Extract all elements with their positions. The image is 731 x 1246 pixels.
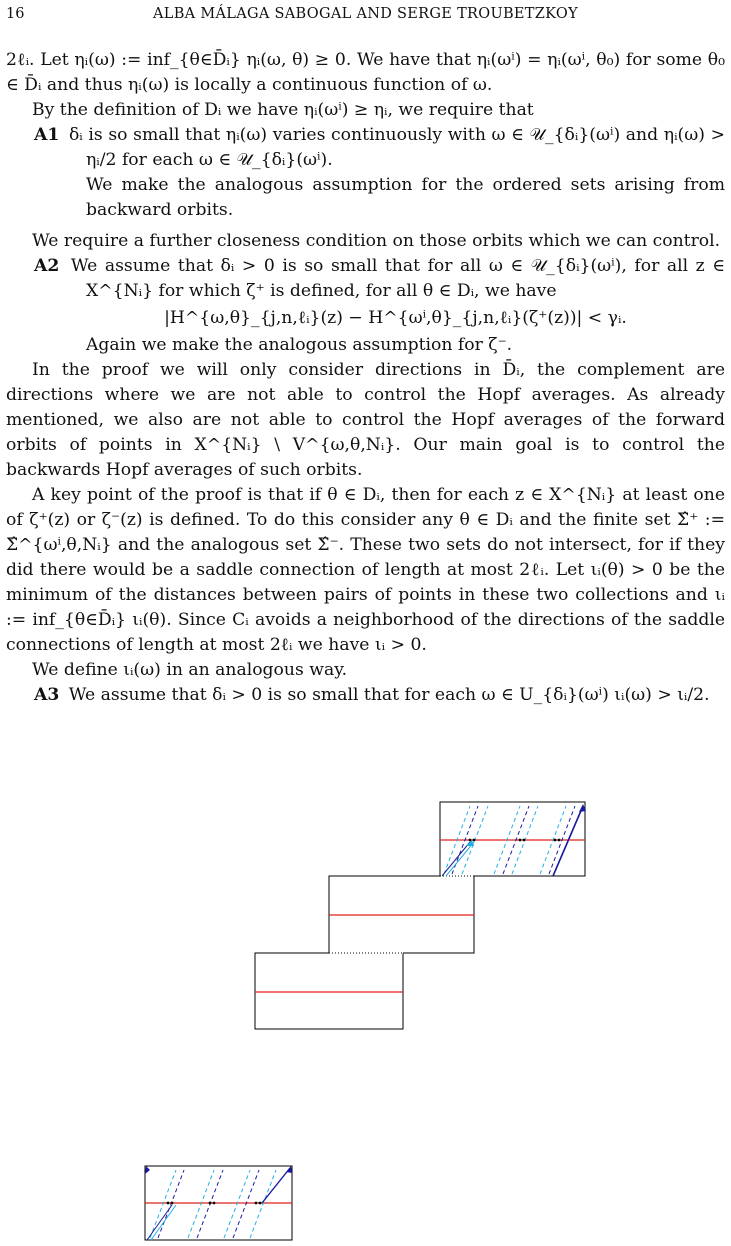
assumption-a2-continuation: Again we make the analogous assumption for ζ⁻. — [86, 335, 513, 355]
assumption-a1 — [34, 123, 725, 173]
figure-rect-lower-middle — [255, 953, 403, 1029]
assumption-a1-continuation: We make the analogous assumption for the ordered sets arising from backward orbits. — [86, 175, 725, 220]
page-number: 16 — [6, 6, 25, 22]
paragraph-directions: In the proof we will only consider directions in D̄ᵢ, the complement are directions where we are not able to control the Hopf averages. As already mentioned, we also are not able to control the Hopf averages of the forward orbits of points in X^{Nᵢ} \ V^{ω,θ,Nᵢ}. Our main goal is to control the backwards Hopf averages of such orbits. — [6, 360, 725, 480]
assumption-a2 — [34, 254, 725, 304]
paragraph-definition-di: By the definition of Dᵢ we have ηᵢ(ωⁱ) ≥ ηᵢ, we require that — [32, 100, 534, 120]
paragraph-iota-omega: We define ιᵢ(ω) in an analogous way. — [32, 660, 348, 680]
assumption-a3-label: A3 — [34, 685, 60, 705]
page-header — [6, 6, 725, 30]
paragraph-closeness: We require a further closeness condition on those orbits which we can control. — [32, 231, 721, 251]
assumption-a2-label: A2 — [34, 256, 60, 276]
display-equation-hopf: |H^{ω,θ}_{j,n,ℓᵢ}(z) − H^{ωⁱ,θ}_{j,n,ℓᵢ}(ζ⁺(z))| < γᵢ. — [164, 308, 627, 328]
assumption-a1-text: δᵢ is so small that ηᵢ(ω) varies continuously with ω ∈ 𝒰_{δᵢ}(ωⁱ) and ηᵢ(ω) > ηᵢ/2 for each ω ∈ 𝒰_{δᵢ}(ωⁱ). — [68, 125, 725, 170]
assumption-a3 — [34, 683, 725, 708]
running-head: ALBA MÁLAGA SABOGAL AND SERGE TROUBETZKOY — [153, 6, 578, 22]
page-body — [6, 48, 725, 708]
figure-singular-points — [167, 839, 561, 1205]
assumption-a2-text: We assume that δᵢ > 0 is so small that for all ω ∈ 𝒰_{δᵢ}(ωⁱ), for all z ∈ X^{Nᵢ} for which ζ⁺ is defined, for all θ ∈ Dᵢ, we have — [70, 256, 725, 301]
assumption-a1-label: A1 — [34, 125, 60, 145]
paragraph-eta-definition: 2ℓᵢ. Let ηᵢ(ω) := inf_{θ∈D̄ᵢ} ηᵢ(ω, θ) ≥ 0. We have that ηᵢ(ωⁱ) = ηᵢ(ωⁱ, θ₀) for some θ₀ ∈ D̄ᵢ and thus ηᵢ(ω) is locally a continuous function of ω. — [6, 50, 725, 95]
paragraph-key-point: A key point of the proof is that if θ ∈ Dᵢ, then for each z ∈ X^{Nᵢ} at least one of ζ⁺(z) or ζ⁻(z) is defined. To do this consider any θ ∈ Dᵢ and the finite set Σ̂⁺ := Σ̂^{ωⁱ,θ,Nᵢ} and the analogous set Σ̂⁻. These two sets do not intersect, for if they did there would be a saddle connection of length at most 2ℓᵢ. Let ιᵢ(θ) > 0 be the minimum of the distances between pairs of points in these two collections and ιᵢ := inf_{θ∈D̄ᵢ} ιᵢ(θ). Since Cᵢ avoids a neighborhood of the directions of the saddle connections of length at most 2ℓᵢ we have ιᵢ > 0. — [6, 485, 725, 655]
assumption-a3-text: We assume that δᵢ > 0 is so small that for each ω ∈ U_{δᵢ}(ωⁱ) ιᵢ(ω) > ιᵢ/2. — [68, 685, 710, 705]
staircase-surface-figure — [0, 770, 731, 1246]
